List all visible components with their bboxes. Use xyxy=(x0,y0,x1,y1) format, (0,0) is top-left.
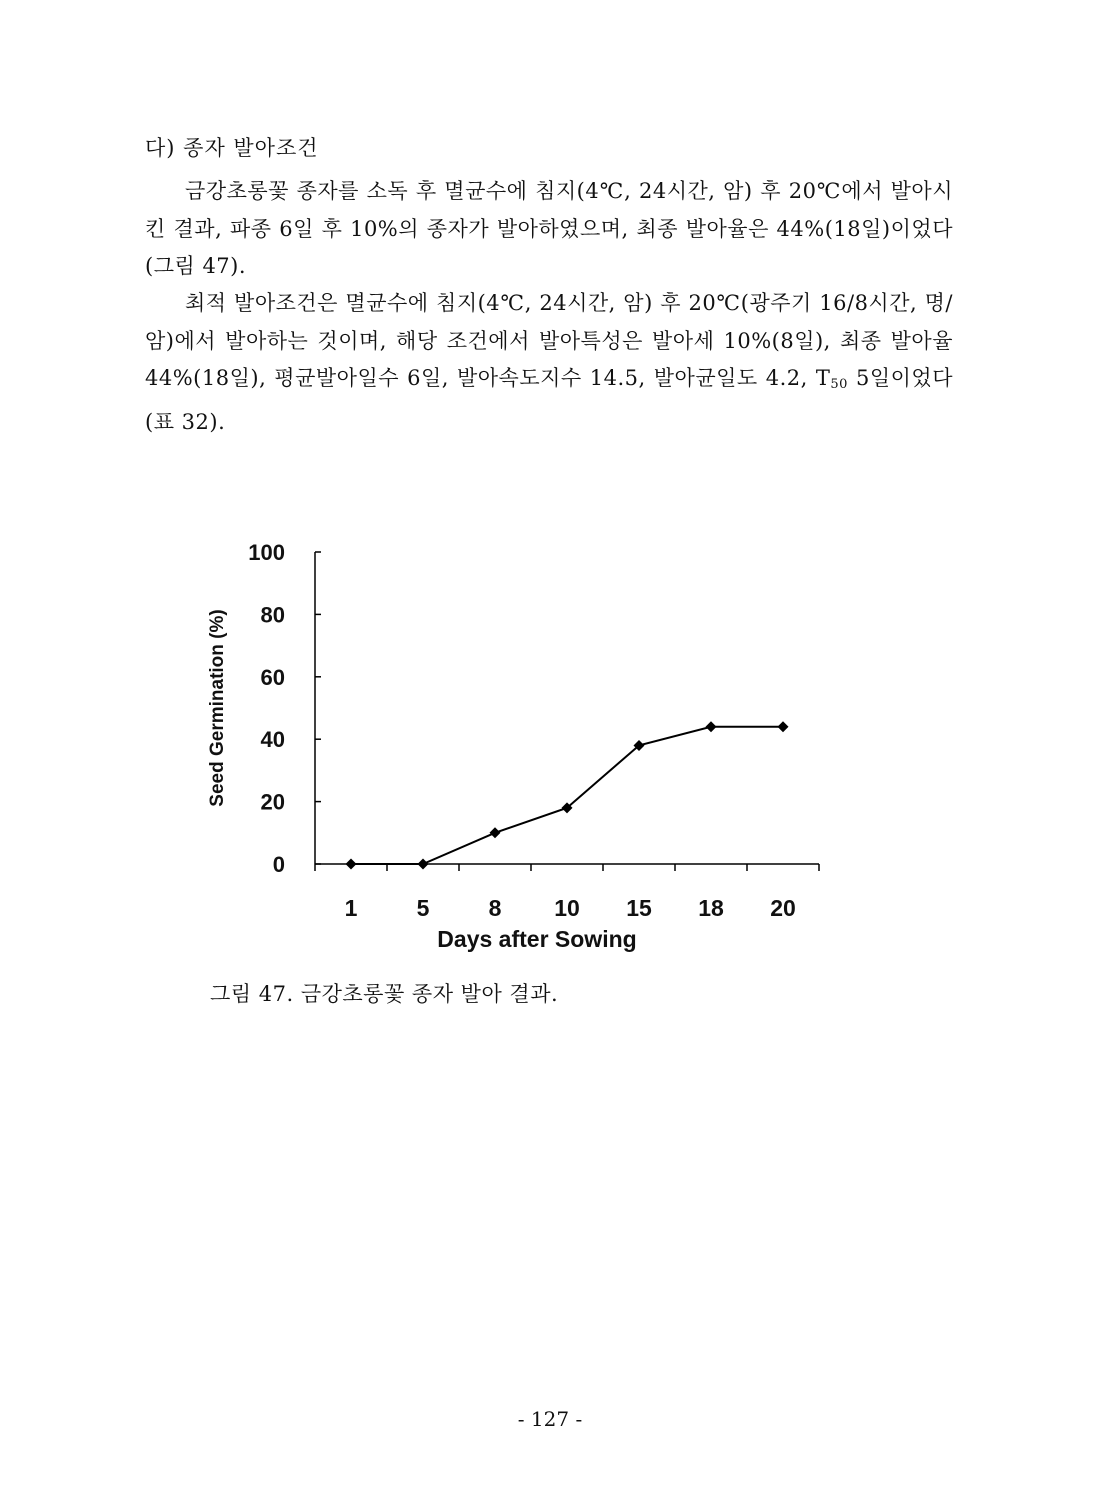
x-tick-label: 1 xyxy=(344,895,358,921)
chart-svg xyxy=(195,525,835,965)
data-point-marker xyxy=(346,859,357,870)
paragraph-text xyxy=(145,285,953,441)
paragraph-germination-result xyxy=(145,173,953,286)
y-tick-label: 40 xyxy=(260,727,285,753)
series-line xyxy=(351,727,783,864)
y-tick-label: 60 xyxy=(260,664,285,690)
figure-caption: 그림 47. 금강초롱꽃 종자 발아 결과. xyxy=(210,982,559,1006)
paragraph-text-main: 최적 발아조건은 멸균수에 침지(4℃, 24시간, 암) 후 20℃(광주기 16/8시간, 명/암)에서 발아하는 것이며, 해당 조건에서 발아특성은 발아세 10%(8일), 최종 발아율 44%(18일), 평균발아일수 6일, 발아속도지수 14.5, 발아균일도 4.2, T xyxy=(145,291,953,390)
data-point-marker xyxy=(706,721,717,732)
data-point-marker xyxy=(778,721,789,732)
y-tick-label: 100 xyxy=(248,540,285,565)
y-axis-label: Seed Germination (%) xyxy=(207,609,228,807)
x-tick-label: 15 xyxy=(626,895,652,921)
x-tick-label: 5 xyxy=(416,895,430,921)
page-number: - 127 - xyxy=(517,1407,583,1431)
paragraph-text-end: 5일이었다(표 32). xyxy=(145,366,953,434)
data-point-marker xyxy=(418,859,429,870)
x-tick-label: 18 xyxy=(698,895,724,921)
germination-line-chart xyxy=(195,525,835,965)
x-axis-label: Days after Sowing xyxy=(437,926,637,952)
x-tick-label: 20 xyxy=(770,895,796,921)
data-point-marker xyxy=(490,827,501,838)
paragraph-optimal-conditions xyxy=(145,285,953,441)
subscript-50: 50 xyxy=(830,377,848,392)
paragraph-text: 금강초롱꽃 종자를 소독 후 멸균수에 침지(4℃, 24시간, 암) 후 20℃에서 발아시킨 결과, 파종 6일 후 10%의 종자가 발아하였으며, 최종 발아율은 44%(18일)이었다(그림 47). xyxy=(145,179,953,278)
x-tick-label: 10 xyxy=(554,895,580,921)
y-tick-label: 80 xyxy=(260,602,285,628)
x-tick-label: 8 xyxy=(488,895,502,921)
y-tick-label: 20 xyxy=(260,789,285,815)
section-heading: 다) 종자 발아조건 xyxy=(145,136,319,160)
y-tick-label: 0 xyxy=(272,852,285,877)
